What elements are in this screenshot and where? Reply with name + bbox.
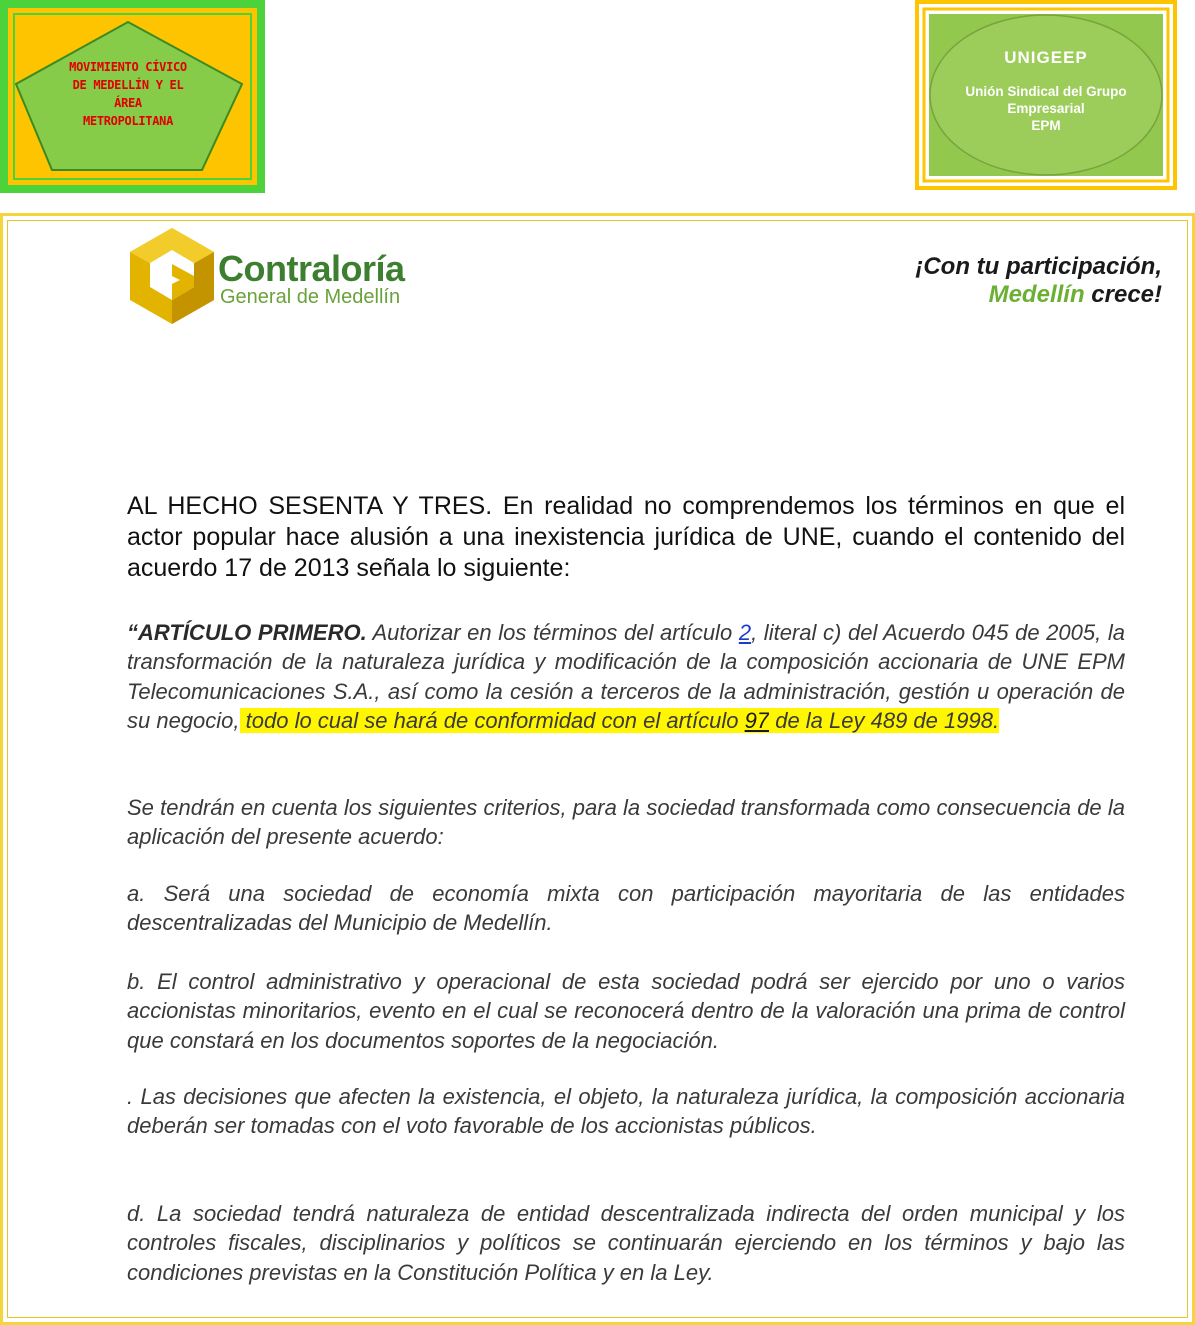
brand-name: Contraloría — [218, 248, 405, 289]
article-text-a: Autorizar en los términos del artículo — [366, 620, 739, 645]
contraloria-logo — [128, 226, 458, 326]
article-paragraph — [127, 618, 1125, 735]
unigeep-line-1: Unión Sindical del Grupo — [965, 84, 1127, 99]
lead-paragraph: AL HECHO SESENTA Y TRES. En realidad no comprendemos los términos en que el actor popular hace alusión a una inexistencia jurídica de UNE, cuando el contenido del acuerdo 17 de 2013 señala lo siguiente: — [127, 492, 1125, 582]
logo-line-2: DE MEDELLÍN Y EL — [72, 78, 184, 92]
article-heading: “ARTÍCULO PRIMERO. — [127, 620, 367, 645]
logo-line-3: ÁREA — [114, 96, 142, 110]
contraloria-hexagon-icon — [128, 226, 218, 326]
article-ref-link[interactable]: 2 — [738, 620, 752, 645]
criterion-c: . Las decisiones que afecten la existencia, el objeto, la naturaleza jurídica, la composición accionaria deberán ser tomadas con el voto favorable de los accionistas públicos. — [127, 1084, 1125, 1139]
criterion-d: d. La sociedad tendrá naturaleza de entidad descentralizada indirecta del orden municipal y los controles fiscales, disciplinarios y políticos se continuarán ejerciendo en los términos y bajo las condiciones previstas en la Constitución Política y en la Ley. — [127, 1201, 1125, 1285]
slogan-line-1: ¡Con tu participación, — [915, 253, 1162, 280]
unigeep-title: UNIGEEP — [1004, 48, 1088, 67]
document-frame — [0, 213, 1195, 1325]
slogan-line-2 — [915, 281, 1162, 309]
unigeep-line-2: Empresarial — [1007, 101, 1085, 116]
highlight-ref: 97 — [744, 707, 770, 733]
unigeep-logo — [915, 0, 1177, 190]
slogan-end: crece! — [1084, 281, 1162, 308]
highlight-text-b: de la Ley 489 de 1998. — [769, 707, 1000, 733]
article-text-b: , literal c) del Acuerdo 045 de 2005, la transformación de la naturaleza jurídica y modificación de la composición accionaria de UNE EPM Telecomunicaciones S.A., así como la cesión a terceros de la administración, gestión u operación de su negocio, — [127, 620, 1125, 733]
logo-line-1: MOVIMIENTO CÍVICO — [69, 60, 187, 74]
unigeep-line-3: EPM — [1031, 118, 1061, 133]
movimiento-civico-logo — [0, 0, 265, 194]
logo-line-4: METROPOLITANA — [82, 114, 174, 128]
criterion-a: a. Será una sociedad de economía mixta con participación mayoritaria de las entidades descentralizadas del Municipio de Medellín. — [127, 881, 1125, 936]
criterion-b: b. El control administrativo y operacional de esta sociedad podrá ser ejercido por uno o varios accionistas minoritarios, evento en el cual se reconocerá dentro de la valoración una prima de control que constará en los documentos soportes de la negociación. — [127, 969, 1125, 1053]
slogan-city: Medellín — [988, 281, 1085, 308]
highlight-text-a: todo lo cual se hará de conformidad con el artículo — [239, 707, 745, 733]
slogan — [915, 253, 1162, 309]
criteria-intro: Se tendrán en cuenta los siguientes criterios, para la sociedad transformada como consecuencia de la aplicación del presente acuerdo: — [127, 795, 1125, 850]
brand-subtitle: General de Medellín — [220, 286, 401, 308]
